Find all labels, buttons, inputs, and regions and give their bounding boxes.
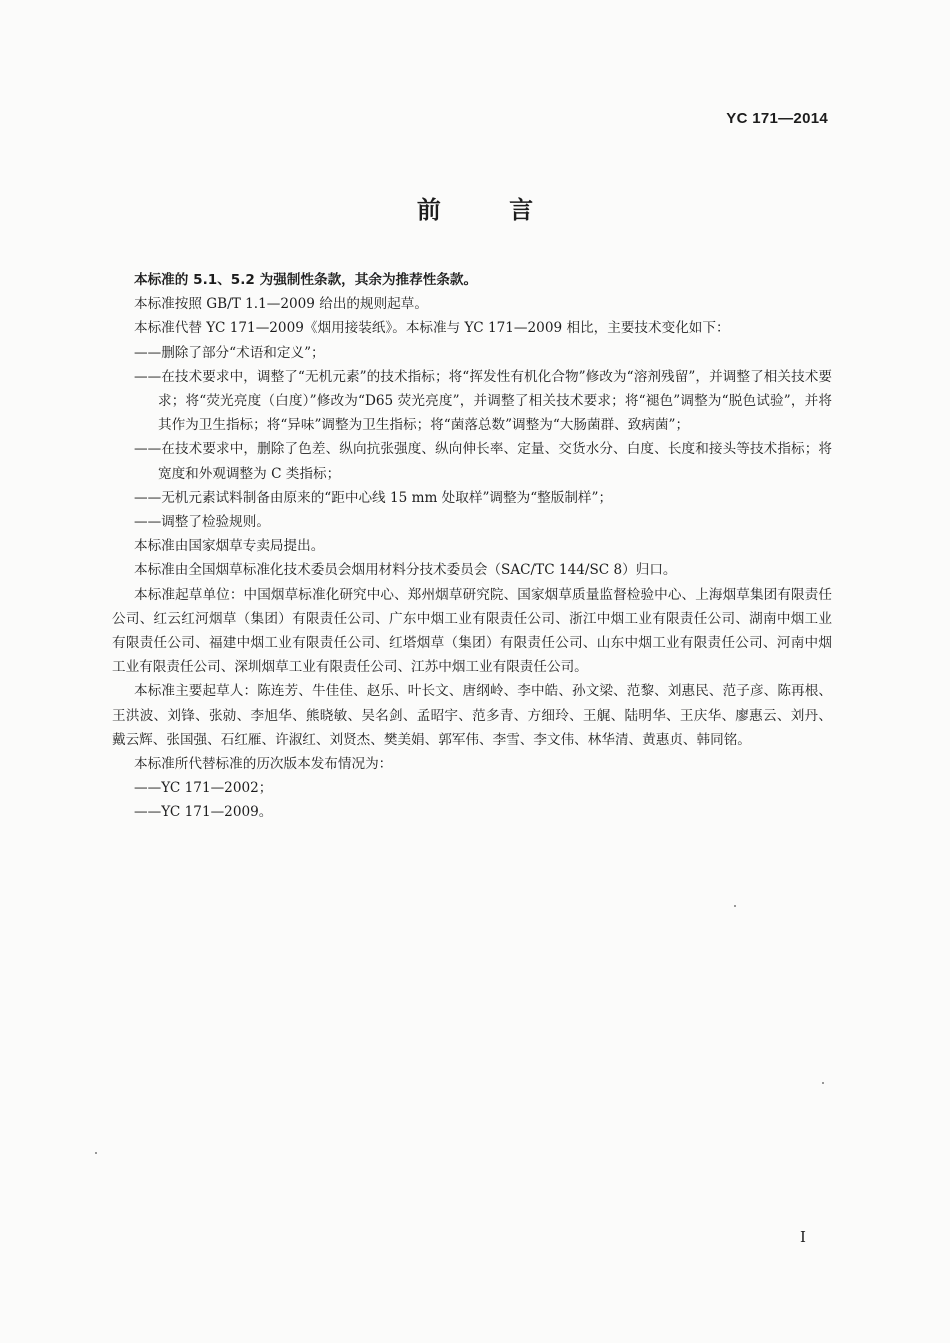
change-item: ——调整了检验规则。 (134, 514, 270, 531)
change-item: ——无机元素试料制备由原来的“距中心线 15 mm 处取样”调整为“整版制样”； (134, 489, 613, 506)
scan-speck (822, 1082, 824, 1084)
paragraph-replacement: 本标准代替 YC 171—2009《烟用接装纸》。本标准与 YC 171—2009 相比，主要技术变化如下： (134, 320, 730, 337)
page-title: 前 言 (416, 196, 564, 224)
foreword-body (112, 268, 832, 825)
paragraph-version-history: 本标准所代替标准的历次版本发布情况为： (134, 756, 393, 773)
paragraph-drafting-units: 本标准起草单位：中国烟草标准化研究中心、郑州烟草研究院、国家烟草质量监督检验中心、上海烟草集团有限责任公司、红云红河烟草（集团）有限责任公司、广东中烟工业有限责任公司、浙江中烟工业有限责任公司、湖南中烟工业有限责任公司、福建中烟工业有限责任公司、红塔烟草（集团）有限责任公司、山东中烟工业有限责任公司、河南中烟工业有限责任公司、深圳烟草工业有限责任公司、江苏中烟工业有限责任公司。 (112, 586, 832, 676)
version-item: ——YC 171—2009。 (134, 804, 273, 821)
change-item: ——在技术要求中，调整了“无机元素”的技术指标；将“挥发性有机化合物”修改为“溶剂残留”，并调整了相关技术要求；将“荧光亮度（白度）”修改为“D65 荧光亮度”，并调整了相关技术要求；将“褪色”调整为“脱色试验”，并将其作为卫生指标；将“异味”调整为卫生指标；将“菌落总数”调整为“大肠菌群、致病菌”； (134, 368, 832, 434)
paragraph-drafters: 本标准主要起草人：陈连芳、牛佳佳、赵乐、叶长文、唐纲岭、李中皓、孙文梁、范黎、刘惠民、范子彦、陈再根、王洪波、刘锋、张勍、李旭华、熊晓敏、吴名剑、孟昭宇、范多青、方细玲、王艉、陆明华、王庆华、廖惠云、刘丹、戴云辉、张国强、石红雁、许淑红、刘贤杰、樊美娟、郭军伟、李雪、李文伟、林华清、黄惠贞、韩同铭。 (112, 683, 832, 748)
scan-speck (734, 905, 736, 907)
paragraph-proposer: 本标准由国家烟草专卖局提出。 (134, 538, 325, 555)
paragraph-mandatory-clauses: 本标准的 5.1、5.2 为强制性条款，其余为推荐性条款。 (134, 272, 478, 288)
standard-code: YC 171—2014 (726, 110, 828, 127)
change-item: ——在技术要求中，删除了色差、纵向抗张强度、纵向伸长率、定量、交货水分、白度、长度和接头等技术指标；将宽度和外观调整为 C 类指标； (134, 441, 832, 482)
paragraph-drafting-rules: 本标准按照 GB/T 1.1—2009 给出的规则起草。 (134, 296, 428, 313)
change-item: ——删除了部分“术语和定义”； (134, 344, 325, 361)
page-number: I (800, 1228, 806, 1246)
version-item: ——YC 171—2002； (134, 780, 273, 797)
paragraph-technical-committee: 本标准由全国烟草标准化技术委员会烟用材料分技术委员会（SAC/TC 144/SC 8）归口。 (134, 562, 677, 579)
scan-speck (95, 1152, 97, 1154)
